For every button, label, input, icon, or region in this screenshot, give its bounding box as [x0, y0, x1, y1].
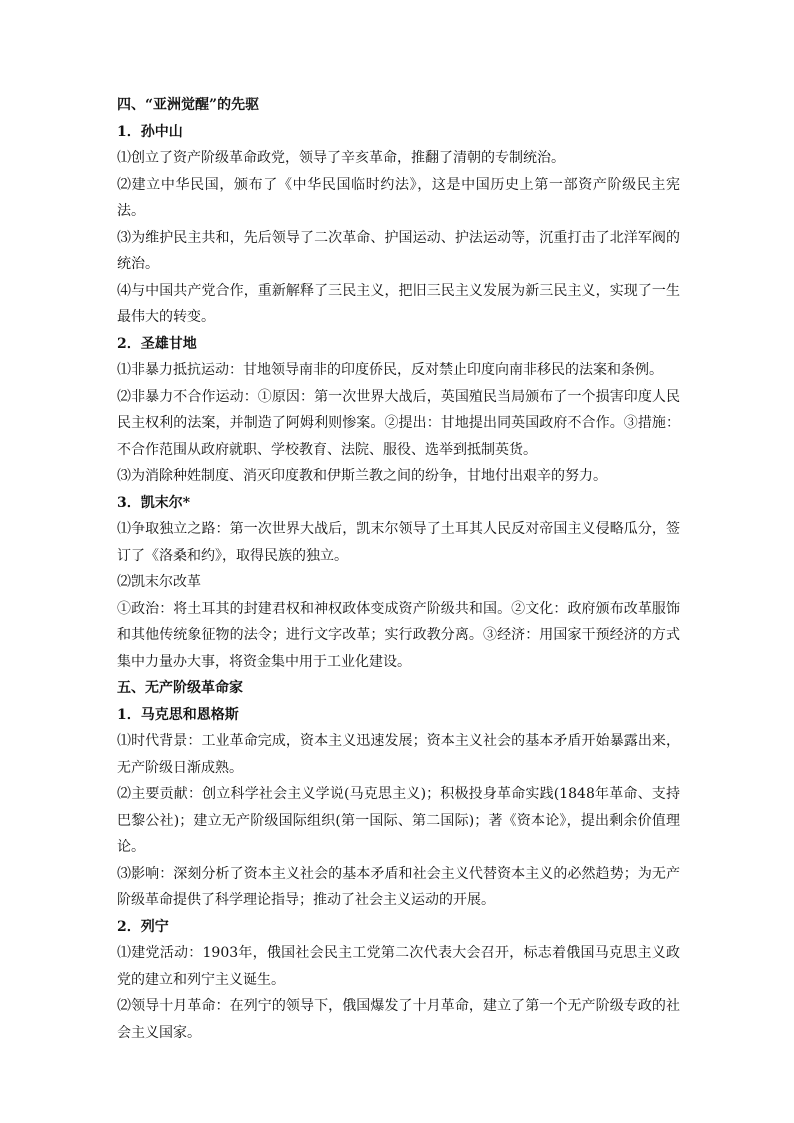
paragraph: ⑵非暴力不合作运动：①原因：第一次世界大战后，英国殖民当局颁布了一个损害印度人民民主权利的法案，并制造了阿姆利则惨案。②提出：甘地提出同英国政府不合作。③措施：不合作范围从政府就职、学校教育、法院、服役、选举到抵制英货。	[117, 388, 680, 458]
subsection-title: 3．凯末尔*	[117, 494, 191, 511]
paragraph: ⑷与中国共产党合作，重新解释了三民主义，把旧三民主义发展为新三民主义，实现了一生最伟大的转变。	[117, 282, 680, 325]
subsection-title: 2．圣雄甘地	[117, 335, 197, 352]
paragraph: ①政治：将土耳其的封建君权和神权政体变成资产阶级共和国。②文化：政府颁布改革服饰和其他传统象征物的法令；进行文字改革；实行政教分离。③经济：用国家干预经济的方式集中力量办大事，将资金集中用于工业化建设。	[117, 600, 680, 670]
paragraph: ⑴时代背景：工业革命完成，资本主义迅速发展；资本主义社会的基本矛盾开始暴露出来，无产阶级日渐成熟。	[117, 733, 680, 776]
paragraph: ⑶影响：深刻分析了资本主义社会的基本矛盾和社会主义代替资本主义的必然趋势；为无产阶级革命提供了科学理论指导；推动了社会主义运动的开展。	[117, 865, 680, 908]
paragraph: ⑵建立中华民国，颁布了《中华民国临时约法》，这是中国历史上第一部资产阶级民主宪法。	[117, 176, 680, 219]
paragraph: ⑶为维护民主共和，先后领导了二次革命、护国运动、护法运动等，沉重打击了北洋军阀的统治。	[117, 229, 680, 272]
subsection-title: 2．列宁	[117, 918, 169, 935]
paragraph: ⑵主要贡献：创立科学社会主义学说(马克思主义)；积极投身革命实践(1848年革命、支持巴黎公社)；建立无产阶级国际组织(第一国际、第二国际)；著《资本论》，提出剩余价值理论。	[117, 786, 680, 855]
paragraph: ⑴非暴力抵抗运动：甘地领导南非的印度侨民，反对禁止印度向南非移民的法案和条例。	[117, 362, 663, 378]
paragraph: ⑶为消除种姓制度、消灭印度教和伊斯兰教之间的纷争，甘地付出艰辛的努力。	[117, 468, 607, 484]
paragraph: ⑴争取独立之路：第一次世界大战后，凯末尔领导了土耳其人民反对帝国主义侵略瓜分，签订了《洛桑和约》，取得民族的独立。	[117, 521, 680, 564]
paragraph: ⑴创立了资产阶级革命政党，领导了辛亥革命，推翻了清朝的专制统治。	[117, 150, 565, 166]
subsection-title: 1．孙中山	[117, 123, 183, 140]
section-heading: 五、无产阶级革命家	[117, 680, 243, 696]
paragraph: ⑴建党活动：1903年，俄国社会民主工党第二次代表大会召开，标志着俄国马克思主义政党的建立和列宁主义诞生。	[117, 945, 680, 988]
document-body	[117, 92, 680, 1046]
paragraph: ⑵凯末尔改革	[117, 574, 201, 590]
paragraph: ⑵领导十月革命：在列宁的领导下，俄国爆发了十月革命，建立了第一个无产阶级专政的社会主义国家。	[117, 998, 680, 1041]
subsection-title: 1．马克思和恩格斯	[117, 706, 239, 723]
section-heading: 四、“亚洲觉醒”的先驱	[117, 97, 260, 113]
